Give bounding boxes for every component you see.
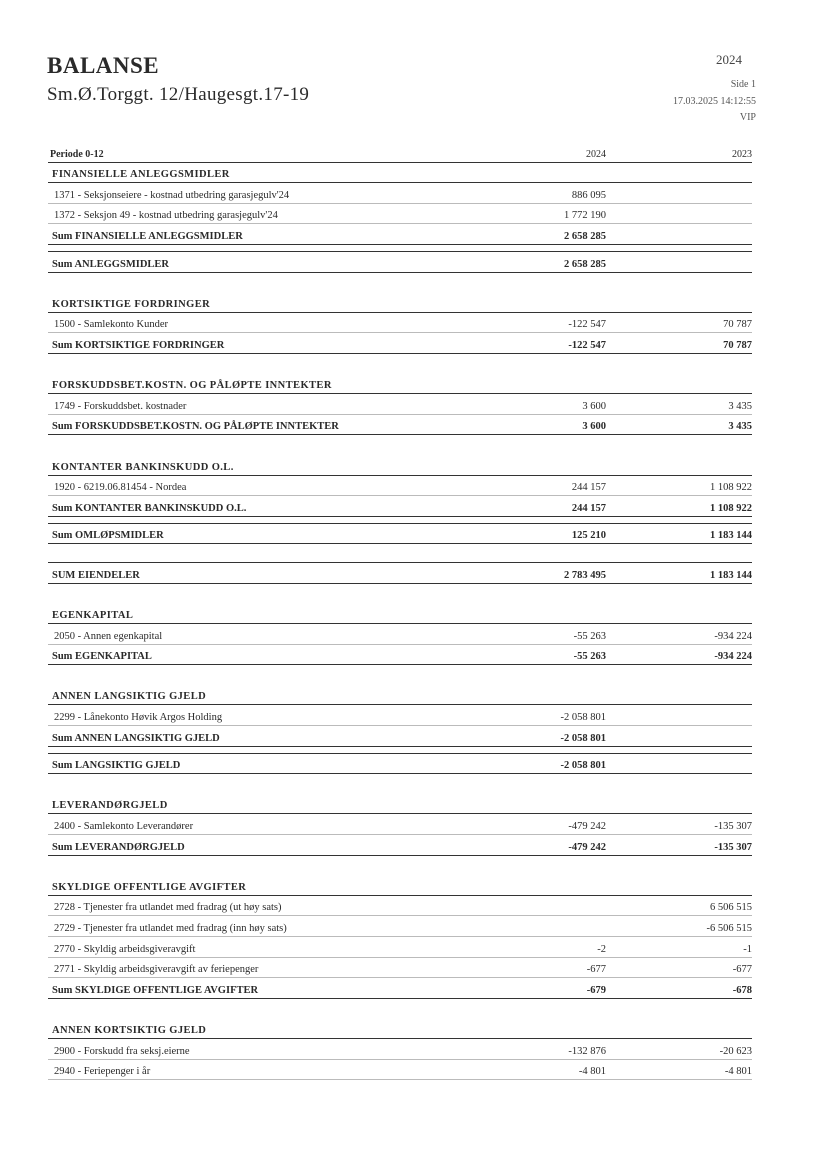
value-2024: 1 772 190 (564, 210, 606, 222)
row-label: 2050 - Annen egenkapital (54, 630, 163, 642)
value-2023: -4 801 (724, 1066, 752, 1078)
sum-row (48, 224, 752, 245)
row-spacer (48, 354, 752, 374)
account-row (48, 476, 752, 497)
row-label: 2900 - Forskudd fra seksj.eierne (54, 1045, 190, 1057)
value-2024: -55 263 (573, 630, 606, 642)
value-2023: -20 623 (719, 1045, 752, 1057)
row-label: Sum SKYLDIGE OFFENTLIGE AVGIFTER (52, 984, 259, 996)
value-2024: -2 058 801 (560, 732, 606, 744)
value-2024: -2 058 801 (560, 760, 606, 772)
balance-sheet-table (48, 142, 752, 1080)
value-2024: -2 058 801 (560, 712, 606, 724)
row-label: ANNEN KORTSIKTIG GJELD (52, 1024, 207, 1036)
value-2023: -934 224 (714, 651, 752, 663)
value-2024: 2 658 285 (564, 258, 606, 270)
row-label: EGENKAPITAL (52, 610, 134, 622)
account-row (48, 937, 752, 958)
section-heading-row (48, 685, 752, 706)
account-row (48, 705, 752, 726)
row-label: 1372 - Seksjon 49 - kostnad utbedring garasjegulv'24 (54, 210, 278, 222)
row-label: KORTSIKTIGE FORDRINGER (52, 298, 211, 310)
section-heading-row (48, 875, 752, 896)
row-label: Sum ANLEGGSMIDLER (52, 258, 169, 270)
value-2023: -677 (732, 964, 752, 976)
row-label: 2771 - Skyldig arbeidsgiveravgift av feriepenger (54, 964, 259, 976)
value-2023: -6 506 515 (706, 922, 752, 934)
account-row (48, 313, 752, 334)
sum-row (48, 645, 752, 666)
value-2023: 3 435 (728, 421, 752, 433)
value-2023: 1 183 144 (710, 569, 752, 581)
account-row (48, 958, 752, 979)
value-2023: 1 108 922 (710, 482, 752, 494)
row-label: FORSKUDDSBET.KOSTN. OG PÅLØPTE INNTEKTER (52, 380, 332, 392)
row-label: ANNEN LANGSIKTIG GJELD (52, 691, 207, 703)
account-row (48, 394, 752, 415)
section-heading-row (48, 603, 752, 624)
company-code: VIP (739, 112, 756, 123)
row-label: Sum LEVERANDØRGJELD (52, 841, 185, 853)
row-spacer (48, 665, 752, 685)
value-2024: 3 600 (582, 400, 606, 412)
sum-row (48, 496, 752, 517)
value-2023: 1 183 144 (710, 530, 752, 542)
value-2023: -135 307 (714, 821, 752, 832)
row-label: SUM EIENDELER (52, 569, 140, 581)
row-label: SKYLDIGE OFFENTLIGE AVGIFTER (52, 881, 247, 893)
row-label: 1500 - Samlekonto Kunder (54, 319, 169, 331)
row-spacer (48, 584, 752, 604)
section-heading-row (48, 1018, 752, 1039)
value-2023: -678 (732, 984, 752, 996)
account-row (48, 183, 752, 204)
row-label: Sum FINANSIELLE ANLEGGSMIDLER (52, 230, 243, 242)
row-label: 1371 - Seksjonseiere - kostnad utbedring garasjegulv'24 (54, 189, 290, 201)
value-2023: 70 787 (723, 339, 752, 351)
value-2024: 125 210 (571, 530, 606, 542)
section-heading-row (48, 455, 752, 476)
column-year-current: 2024 (586, 148, 606, 160)
row-label: Sum FORSKUDDSBET.KOSTN. OG PÅLØPTE INNTEKTER (52, 421, 339, 433)
row-label: 1920 - 6219.06.81454 - Nordea (54, 482, 187, 494)
column-year-previous: 2023 (732, 148, 752, 160)
value-2024: 886 095 (571, 189, 606, 201)
value-2024: 244 157 (571, 482, 606, 494)
value-2024: -2 (597, 943, 606, 955)
row-label: 2728 - Tjenester fra utlandet med fradrag (ut høy sats) (54, 902, 282, 914)
value-2023: 6 506 515 (710, 902, 752, 914)
row-label: Sum OMLØPSMIDLER (52, 530, 164, 542)
value-2023: -135 307 (714, 841, 752, 853)
value-2023: 3 435 (728, 400, 752, 412)
row-label: 2299 - Lånekonto Høvik Argos Holding (54, 712, 223, 724)
value-2024: 244 157 (571, 502, 606, 514)
row-label: Sum KONTANTER BANKINSKUDD O.L. (52, 502, 247, 514)
row-label: 2729 - Tjenester fra utlandet med fradrag (inn høy sats) (54, 922, 287, 934)
sum-row (48, 333, 752, 354)
page-number: Side 1 (730, 79, 756, 90)
row-spacer (48, 273, 752, 293)
value-2024: 3 600 (582, 421, 606, 433)
row-label: 2400 - Samlekonto Leverandører (54, 821, 194, 832)
row-spacer (48, 999, 752, 1019)
section-heading-row (48, 292, 752, 313)
row-spacer (48, 544, 752, 556)
account-row (48, 916, 752, 937)
row-spacer (48, 774, 752, 794)
row-spacer (48, 856, 752, 876)
value-2024: -479 242 (568, 821, 606, 832)
account-row (48, 896, 752, 917)
period-label: Periode 0-12 (50, 148, 104, 160)
print-timestamp: 17.03.2025 14:12:55 (672, 96, 756, 107)
account-row (48, 204, 752, 225)
value-2024: -4 801 (578, 1066, 606, 1078)
value-2023: -1 (743, 943, 752, 955)
sum-row (48, 562, 752, 584)
value-2023: 70 787 (723, 319, 752, 331)
row-label: FINANSIELLE ANLEGGSMIDLER (52, 169, 230, 181)
column-header-row (48, 142, 752, 163)
row-label: Sum KORTSIKTIGE FORDRINGER (52, 339, 225, 351)
report-year: 2024 (716, 52, 742, 67)
value-2024: -677 (586, 964, 606, 976)
value-2024: 2 658 285 (564, 230, 606, 242)
row-label: Sum ANNEN LANGSIKTIG GJELD (52, 732, 220, 744)
sum-row (48, 753, 752, 775)
row-label: LEVERANDØRGJELD (52, 800, 168, 812)
sum-row (48, 523, 752, 545)
table-body (48, 163, 752, 1081)
row-label: 1749 - Forskuddsbet. kostnader (54, 400, 187, 412)
value-2024: -122 547 (568, 319, 606, 331)
sum-row (48, 415, 752, 436)
value-2024: -122 547 (568, 339, 606, 351)
row-label: Sum EGENKAPITAL (52, 651, 152, 663)
account-row (48, 814, 752, 835)
row-label: 2770 - Skyldig arbeidsgiveravgift (54, 943, 196, 955)
value-2023: -934 224 (714, 630, 752, 642)
row-label: Sum LANGSIKTIG GJELD (52, 760, 181, 772)
account-row (48, 624, 752, 645)
section-heading-row (48, 163, 752, 184)
sum-row (48, 978, 752, 999)
report-title: BALANSE (47, 53, 160, 78)
row-label: KONTANTER BANKINSKUDD O.L. (52, 461, 234, 473)
value-2024: -479 242 (568, 841, 606, 853)
account-row (48, 1060, 752, 1081)
section-heading-row (48, 794, 752, 815)
section-heading-row (48, 374, 752, 395)
value-2023: 1 108 922 (710, 502, 752, 514)
sum-row (48, 726, 752, 747)
value-2024: -679 (586, 984, 606, 996)
property-address: Sm.Ø.Torggt. 12/Haugesgt.17-19 (47, 84, 310, 105)
sum-row (48, 835, 752, 856)
row-label: 2940 - Feriepenger i år (54, 1066, 151, 1078)
value-2024: -132 876 (568, 1045, 606, 1057)
row-spacer (48, 435, 752, 455)
account-row (48, 1039, 752, 1060)
sum-row (48, 251, 752, 273)
value-2024: 2 783 495 (564, 569, 606, 581)
value-2024: -55 263 (573, 651, 606, 663)
